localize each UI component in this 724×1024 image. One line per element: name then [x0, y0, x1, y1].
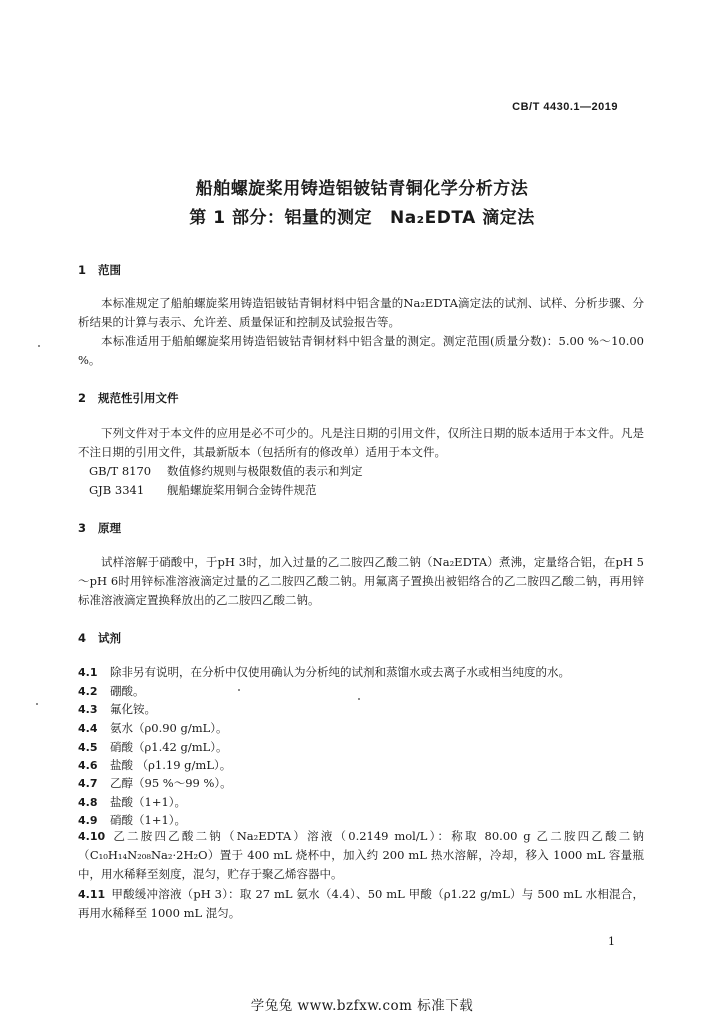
reagent-item: 4.8 盐酸（1+1）。	[78, 795, 187, 809]
document-code: CB/T 4430.1—2019	[512, 101, 618, 113]
scope-paragraph-2: 本标准适用于船舶螺旋桨用铸造铝铍钴青铜材料中铝含量的测定。测定范围(质量分数)：5.00 %～10.00 %。	[78, 334, 644, 367]
section-heading-principle: 3 原理	[78, 521, 121, 535]
title-method-name: Na₂EDTA 滴定法	[389, 208, 535, 228]
principle-paragraph: 试样溶解于硝酸中，于pH 3时，加入过量的乙二胺四乙酸二钠（Na₂EDTA）煮沸，定量络合铝，在pH 5～pH 6时用锌标准溶液滴定过量的乙二胺四乙酸二钠。用氟离子置换出被铝络合的乙二胺四乙酸二钠，再用锌标准溶液滴定置换释放出的乙二胺四乙酸二钠。	[78, 555, 644, 607]
scan-speck	[36, 703, 38, 705]
reagent-item: 4.9 硝酸（1+1）。	[78, 813, 187, 827]
section-heading-normative: 2 规范性引用文件	[78, 391, 179, 405]
reagent-item: 4.6 盐酸 （ρ1.19 g/mL）。	[78, 758, 232, 772]
reagent-item: 4.5 硝酸（ρ1.42 g/mL）。	[78, 740, 228, 754]
scan-speck	[358, 698, 360, 700]
reference-item: GB/T 8170 数值修约规则与极限数值的表示和判定	[89, 464, 363, 478]
reagent-item: 4.2 硼酸。	[78, 684, 145, 698]
scan-speck	[38, 345, 40, 347]
page-number: 1	[608, 935, 615, 948]
reagent-item: 4.3 氟化铵。	[78, 702, 156, 716]
reagent-item: 4.4 氨水（ρ0.90 g/mL）。	[78, 721, 228, 735]
reagent-item: 4.7 乙醇（95 %～99 %）。	[78, 776, 232, 790]
title-part-name: 第 1 部分：铝量的测定	[189, 208, 372, 228]
reagent-item-4-10: 4.10 乙二胺四乙酸二钠（Na₂EDTA）溶液（0.2149 mol/L）：称取 80.00 g 乙二胺四乙酸二钠（C₁₀H₁₄N₂₀₈Na₂·2H₂O）置于 400 mL 烧杯中，加入约 200 mL 热水溶解，冷却，移入 1000 mL 容量瓶中，用水稀释至刻度，混匀，贮存于聚乙烯容器中。	[78, 829, 644, 881]
reagent-item: 4.1 除非另有说明，在分析中仅使用确认为分析纯的试剂和蒸馏水或去离子水或相当纯度的水。	[78, 665, 570, 679]
section-heading-reagents: 4 试剂	[78, 631, 121, 645]
reagent-item-4-11: 4.11 甲酸缓冲溶液（pH 3）：取 27 mL 氨水（4.4）、50 mL 甲酸（ρ1.22 g/mL）与 500 mL 水相混合，再用水稀释至 1000 mL 混匀。	[78, 887, 644, 920]
section-heading-scope: 1 范围	[78, 263, 121, 277]
footer-watermark-text: 学兔兔 www.bzfxw.com 标准下载	[250, 998, 474, 1014]
reference-item: GJB 3341 舰船螺旋桨用铜合金铸件规范	[89, 483, 317, 497]
scan-speck	[238, 689, 240, 691]
document-title-line-2	[0, 203, 724, 228]
document-title-line-1: 船舶螺旋桨用铸造铝铍钴青铜化学分析方法	[195, 179, 529, 199]
scope-paragraph-1: 本标准规定了船舶螺旋桨用铸造铝铍钴青铜材料中铝含量的Na₂EDTA滴定法的试剂、试样、分析步骤、分析结果的计算与表示、允许差、质量保证和控制及试验报告等。	[78, 296, 644, 329]
normative-paragraph: 下列文件对于本文件的应用是必不可少的。凡是注日期的引用文件，仅所注日期的版本适用于本文件。凡是不注日期的引用文件，其最新版本（包括所有的修改单）适用于本文件。	[78, 426, 644, 459]
